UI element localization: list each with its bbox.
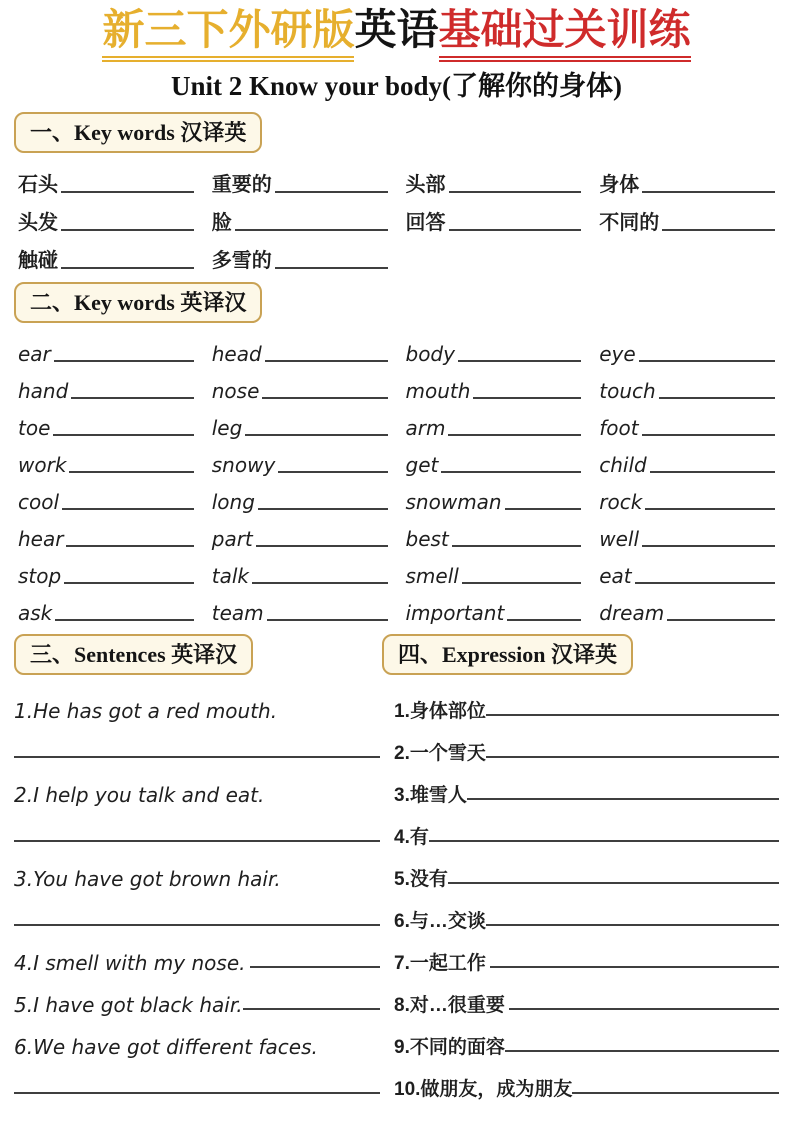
key-word-item: [18, 329, 194, 366]
answer-line: [14, 891, 380, 933]
expression-item: [394, 849, 779, 891]
fill-blank: [243, 1008, 380, 1010]
key-word-item: [212, 403, 388, 440]
fill-blank: [61, 229, 194, 231]
sentence-item: [14, 765, 380, 807]
key-word-item: [599, 551, 775, 588]
key-word-item: [18, 514, 194, 551]
unit-subtitle: Unit 2 Know your body(了解你的身体): [170, 71, 623, 102]
fill-blank: [473, 397, 581, 399]
fill-blank: [462, 582, 581, 584]
key-word-label: dream: [599, 601, 665, 626]
key-word-item: [212, 477, 388, 514]
expression-item: [394, 807, 779, 849]
fill-blank: [642, 434, 775, 436]
key-word-item: [18, 235, 194, 273]
key-word-label: long: [211, 490, 255, 515]
fill-blank: [429, 840, 779, 842]
expression-item: [394, 723, 779, 765]
key-word-label: hear: [18, 527, 64, 552]
key-word-item: [406, 159, 582, 197]
answer-line: [14, 807, 380, 849]
sentences-column: [14, 681, 380, 1101]
key-word-label: best: [405, 527, 449, 552]
key-word-label: 头部: [405, 174, 446, 197]
expression-item: [394, 1017, 779, 1059]
key-word-label: well: [599, 527, 640, 552]
fill-blank: [505, 508, 582, 510]
fill-blank: [245, 434, 387, 436]
key-word-label: stop: [18, 564, 62, 589]
key-word-item: [18, 588, 194, 625]
key-word-label: snowy: [211, 453, 276, 478]
key-word-item: [212, 329, 388, 366]
section-2-grid: [0, 327, 793, 625]
expression-item: [394, 975, 779, 1017]
expression-item: [394, 765, 779, 807]
expression-text: 3.堆雪人: [394, 785, 467, 807]
key-word-item: [18, 159, 194, 197]
key-word-item: [599, 514, 775, 551]
fill-blank: [235, 229, 388, 231]
key-word-item: [212, 366, 388, 403]
section-1-heading: 一、Key words 汉译英: [14, 112, 262, 153]
key-word-item: [599, 477, 775, 514]
key-word-label: 重要的: [211, 174, 272, 197]
key-word-item: [212, 514, 388, 551]
fill-blank: [507, 619, 581, 621]
expression-text: 1.身体部位: [394, 701, 486, 723]
fill-blank: [14, 756, 380, 758]
fill-blank: [71, 397, 193, 399]
fill-blank: [449, 229, 582, 231]
key-word-label: body: [405, 342, 455, 367]
fill-blank: [642, 545, 775, 547]
key-word-label: team: [211, 601, 264, 626]
key-word-label: 不同的: [599, 212, 660, 235]
answer-line: [14, 723, 380, 765]
key-word-item: [406, 329, 582, 366]
fill-blank: [267, 619, 388, 621]
fill-blank: [14, 840, 380, 842]
empty-cell: [599, 235, 775, 273]
expression-text: 8.对…很重要: [394, 995, 505, 1017]
key-word-item: [406, 588, 582, 625]
key-word-label: eat: [599, 564, 632, 589]
fill-blank: [64, 582, 194, 584]
sentence-text: 2.I help you talk and eat.: [14, 783, 265, 808]
key-word-label: 头发: [18, 212, 58, 235]
key-word-label: get: [405, 453, 439, 478]
fill-blank: [467, 798, 779, 800]
sentence-text: 6.We have got different faces.: [14, 1035, 318, 1060]
sentence-item: [14, 975, 380, 1017]
fill-blank: [262, 397, 387, 399]
sentence-text: 1.He has got a red mouth.: [14, 699, 278, 724]
expression-item: [394, 933, 779, 975]
key-word-label: talk: [211, 564, 249, 589]
expression-text: 10.做朋友，成为朋友: [394, 1079, 573, 1101]
fill-blank: [486, 924, 779, 926]
fill-blank: [275, 267, 388, 269]
empty-cell: [406, 235, 582, 273]
key-word-item: [406, 440, 582, 477]
key-word-item: [212, 440, 388, 477]
sentence-text: 3.You have got brown hair.: [14, 867, 281, 892]
key-word-item: [599, 588, 775, 625]
fill-blank: [61, 191, 194, 193]
fill-blank: [69, 471, 193, 473]
key-word-item: [18, 366, 194, 403]
key-word-label: smell: [405, 564, 459, 589]
expression-item: [394, 891, 779, 933]
key-word-label: 多雪的: [211, 250, 272, 273]
section-1-grid: [0, 157, 793, 273]
key-word-label: rock: [599, 490, 643, 515]
fill-blank: [650, 471, 775, 473]
key-word-item: [406, 477, 582, 514]
key-word-item: [599, 197, 775, 235]
title-part-black: 英语: [354, 8, 439, 54]
key-word-item: [18, 440, 194, 477]
key-word-label: head: [211, 342, 262, 367]
key-word-item: [18, 477, 194, 514]
key-word-label: snowman: [405, 490, 502, 515]
fill-blank: [486, 714, 779, 716]
section-2-heading: 二、Key words 英译汉: [14, 282, 262, 323]
answer-line: [14, 1059, 380, 1101]
key-word-item: [212, 197, 388, 235]
key-word-label: eye: [599, 342, 636, 367]
fill-blank: [452, 545, 581, 547]
key-word-label: 触碰: [18, 250, 58, 273]
key-word-item: [18, 403, 194, 440]
fill-blank: [449, 191, 582, 193]
expression-text: 9.不同的面容: [394, 1037, 505, 1059]
fill-blank: [448, 434, 581, 436]
fill-blank: [55, 619, 193, 621]
key-word-item: [18, 551, 194, 588]
fill-blank: [441, 471, 581, 473]
key-word-label: nose: [211, 379, 260, 404]
title-part-red: 基础过关训练: [439, 8, 691, 62]
key-word-item: [599, 329, 775, 366]
fill-blank: [572, 1092, 779, 1094]
key-word-label: child: [599, 453, 647, 478]
key-word-label: 身体: [599, 174, 640, 197]
fill-blank: [14, 1092, 380, 1094]
key-word-label: touch: [599, 379, 656, 404]
key-word-item: [212, 159, 388, 197]
fill-blank: [659, 397, 775, 399]
expression-text: 5.没有: [394, 869, 448, 891]
key-word-label: 回答: [405, 212, 446, 235]
expression-text: 6.与…交谈: [394, 911, 486, 933]
key-word-label: work: [18, 453, 67, 478]
key-word-item: [212, 551, 388, 588]
expression-item: [394, 681, 779, 723]
key-word-label: toe: [18, 416, 51, 441]
key-word-item: [18, 197, 194, 235]
key-word-label: mouth: [405, 379, 471, 404]
bottom-section-headings: [0, 625, 793, 679]
key-word-item: [599, 440, 775, 477]
key-word-item: [406, 403, 582, 440]
expression-item: [394, 1059, 779, 1101]
key-word-label: ask: [18, 601, 53, 626]
fill-blank: [14, 924, 380, 926]
key-word-label: leg: [211, 416, 243, 441]
key-word-label: foot: [599, 416, 639, 441]
fill-blank: [458, 360, 581, 362]
fill-blank: [486, 756, 779, 758]
expression-text: 2.一个雪天: [394, 743, 486, 765]
sentence-text: 4.I smell with my nose.: [14, 951, 246, 976]
expressions-column: [394, 681, 779, 1101]
key-word-label: hand: [18, 379, 69, 404]
fill-blank: [662, 229, 775, 231]
fill-blank: [62, 508, 194, 510]
fill-blank: [278, 471, 387, 473]
sentence-text: 5.I have got black hair.: [14, 993, 243, 1018]
fill-blank: [256, 545, 388, 547]
key-word-label: 石头: [18, 174, 58, 197]
fill-blank: [66, 545, 193, 547]
key-word-item: [406, 514, 582, 551]
fill-blank: [61, 267, 194, 269]
fill-blank: [490, 966, 779, 968]
fill-blank: [258, 508, 388, 510]
bottom-columns: [0, 681, 793, 1101]
key-word-item: [599, 403, 775, 440]
fill-blank: [639, 360, 775, 362]
expression-text: 7.一起工作: [394, 953, 486, 975]
title-part-gold: 新三下外研版: [102, 8, 354, 62]
key-word-label: cool: [18, 490, 60, 515]
key-word-item: [406, 551, 582, 588]
fill-blank: [635, 582, 775, 584]
key-word-item: [599, 159, 775, 197]
fill-blank: [642, 191, 775, 193]
key-word-label: part: [211, 527, 253, 552]
fill-blank: [667, 619, 775, 621]
key-word-label: 脸: [211, 212, 232, 235]
fill-blank: [250, 966, 380, 968]
fill-blank: [265, 360, 388, 362]
section-3-heading: 三、Sentences 英译汉: [14, 634, 253, 675]
fill-blank: [275, 191, 388, 193]
fill-blank: [252, 582, 388, 584]
expression-text: 4.有: [394, 827, 429, 849]
key-word-label: important: [405, 601, 505, 626]
key-word-item: [212, 235, 388, 273]
key-word-item: [212, 588, 388, 625]
sentence-item: [14, 849, 380, 891]
fill-blank: [645, 508, 775, 510]
heading-spacer: [0, 625, 364, 679]
fill-blank: [505, 1050, 779, 1052]
fill-blank: [509, 1008, 779, 1010]
fill-blank: [448, 882, 779, 884]
key-word-item: [406, 197, 582, 235]
key-word-item: [406, 366, 582, 403]
key-word-item: [599, 366, 775, 403]
fill-blank: [54, 360, 194, 362]
sentence-item: [14, 1017, 380, 1059]
sentence-item: [14, 681, 380, 723]
sentence-item: [14, 933, 380, 975]
worksheet-title: [0, 8, 793, 54]
fill-blank: [53, 434, 193, 436]
key-word-label: ear: [18, 342, 51, 367]
key-word-label: arm: [405, 416, 446, 441]
section-4-heading: 四、Expression 汉译英: [382, 634, 633, 675]
